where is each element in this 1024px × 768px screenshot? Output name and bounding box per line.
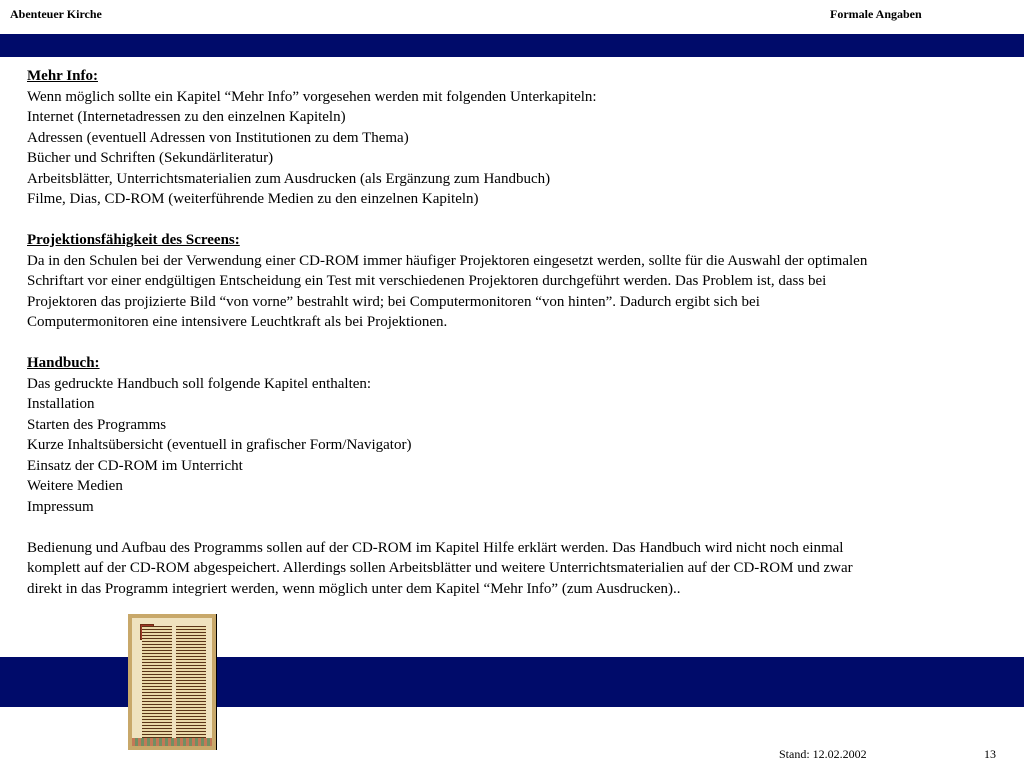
text-line: Filme, Dias, CD-ROM (weiterführende Medien zu den einzelnen Kapiteln) [27,191,479,207]
text-line: Starten des Programms [27,416,167,433]
manuscript-image [128,614,216,750]
section-projektionsfaehigkeit [27,230,1002,333]
text-line: Installation [27,396,95,412]
section-bedienung [27,538,1002,600]
text-line: Weitere Medien [27,478,123,494]
manuscript-frame-line [216,614,217,750]
text-line: Arbeitsblätter, Unterrichtsmaterialien zum Ausdrucken (als Ergänzung zum Handbuch) [27,170,551,187]
text-line: Adressen (eventuell Adressen von Institutionen zu dem Thema) [27,129,409,146]
main-content [27,66,1002,620]
text-line: Da in den Schulen bei der Verwendung einer CD-ROM immer häufiger Projektoren eingesetzt werden, sollte für die Auswahl der optimalen [27,252,868,269]
section-mehr-info [27,66,1002,210]
text-line: Bedienung und Aufbau des Programms sollen auf der CD-ROM im Kapitel Hilfe erklärt werden. Das Handbuch wird nicht noch einmal [27,539,844,556]
manuscript-text-column [176,626,206,738]
text-line: Wenn möglich sollte ein Kapitel “Mehr Info” vorgesehen werden mit folgenden Unterkapiteln: [27,88,597,105]
manuscript-text-column [142,626,172,738]
section-title: Projektionsfähigkeit des Screens: [27,232,240,248]
top-band [0,34,1024,57]
text-line: Computermonitoren eine intensivere Leuchtkraft als bei Projektionen. [27,314,448,330]
text-line: komplett auf der CD-ROM abgespeichert. Allerdings sollen Arbeitsblätter und weitere Unterrichtsmaterialien auf der CD-ROM und zwar [27,560,853,576]
text-line: Internet (Internetadressen zu den einzelnen Kapiteln) [27,109,346,125]
text-line: Projektoren das projizierte Bild “von vorne” bestrahlt wird; bei Computermonitoren “von hinten”. Dadurch ergibt sich bei [27,293,760,310]
section-title: Mehr Info: [27,68,98,84]
text-line: Das gedruckte Handbuch soll folgende Kapitel enthalten: [27,375,372,392]
text-line: Einsatz der CD-ROM im Unterricht [27,457,243,474]
text-line: direkt in das Programm integriert werden, wenn möglich unter dem Kapitel “Mehr Info” (zum Ausdrucken).. [27,580,681,597]
footer-date: Stand: 12.02.2002 [779,747,867,761]
header-left-title: Abenteuer Kirche [10,7,102,21]
manuscript-flourish [132,738,212,746]
text-line: Schriftart vor einer endgültigen Entscheidung ein Test mit verschiedenen Projektoren durchgeführt werden. Das Problem ist, dass bei [27,273,827,289]
header-right-title: Formale Angaben [830,7,922,21]
page-number: 13 [984,747,996,761]
text-line: Bücher und Schriften (Sekundärliteratur) [27,150,274,166]
text-line: Kurze Inhaltsübersicht (eventuell in grafischer Form/Navigator) [27,437,412,453]
section-handbuch [27,353,1002,517]
section-title: Handbuch: [27,355,100,371]
text-line: Impressum [27,498,94,515]
